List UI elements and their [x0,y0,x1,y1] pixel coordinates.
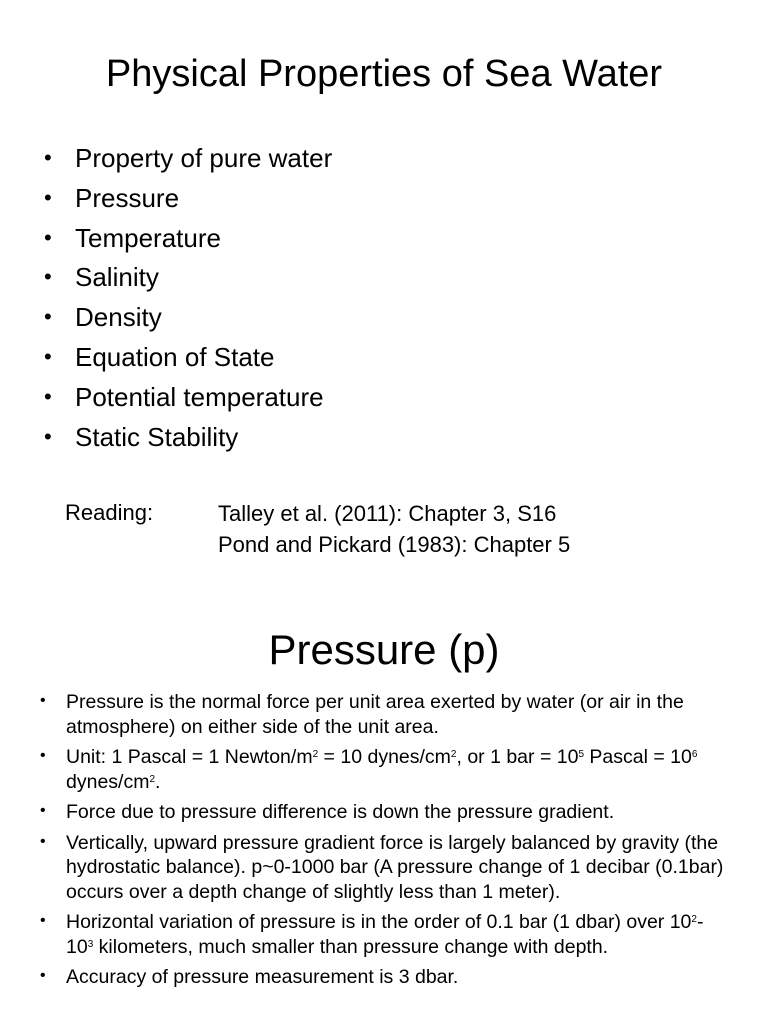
slide-title: Physical Properties of Sea Water [105,53,663,95]
reading-label: Reading: [65,500,154,525]
reading-reference: Talley et al. (2011): Chapter 3, S16 [218,501,557,526]
bullet-definition: • Pressure is the normal force per unit area exerted by water (or air in the atmosphere) on either side of the unit area. [38,690,728,739]
topic-item: • Density [44,299,332,339]
bullet-horizontal-variation: • Horizontal variation of pressure is in the order of 0.1 bar (1 dbar) over $10^2-10^3$ kilometers, much smaller than pressure change with depth. [38,910,728,959]
reading-references [218,498,570,560]
topic-item: • Equation of State [44,339,332,379]
topic-item: • Potential temperature [44,379,332,419]
bullet-accuracy: • Accuracy of pressure measurement is 3 dbar. [38,965,728,990]
topic-item: • Salinity [44,259,332,299]
topic-item: • Property of pure water [44,140,332,180]
pressure-bullet-list [38,690,728,996]
topic-item: • Static Stability [44,419,332,459]
bullet-gradient-force: • Force due to pressure difference is down the pressure gradient. [38,800,728,825]
topic-item: • Pressure [44,180,332,220]
bullet-hydrostatic-balance: • Vertically, upward pressure gradient force is largely balanced by gravity (the hydrostatic balance). p~0-1000 bar (A pressure change of 1 decibar (0.1bar) occurs over a depth change of slightly less than 1 meter). [38,831,728,905]
bullet-units: • Unit: 1 Pascal = 1 Newton/$m^2 = 10$ dynes/$cm^2$, or 1 bar = $10^5$ Pascal = $10^6$ dynes/$cm^2$. [38,745,728,794]
reading-reference: Pond and Pickard (1983): Chapter 5 [218,532,571,557]
slide-pressure [0,600,768,1024]
slide-title: Pressure (p) [268,626,500,673]
topic-list [44,140,332,458]
topic-item: • Temperature [44,220,332,260]
